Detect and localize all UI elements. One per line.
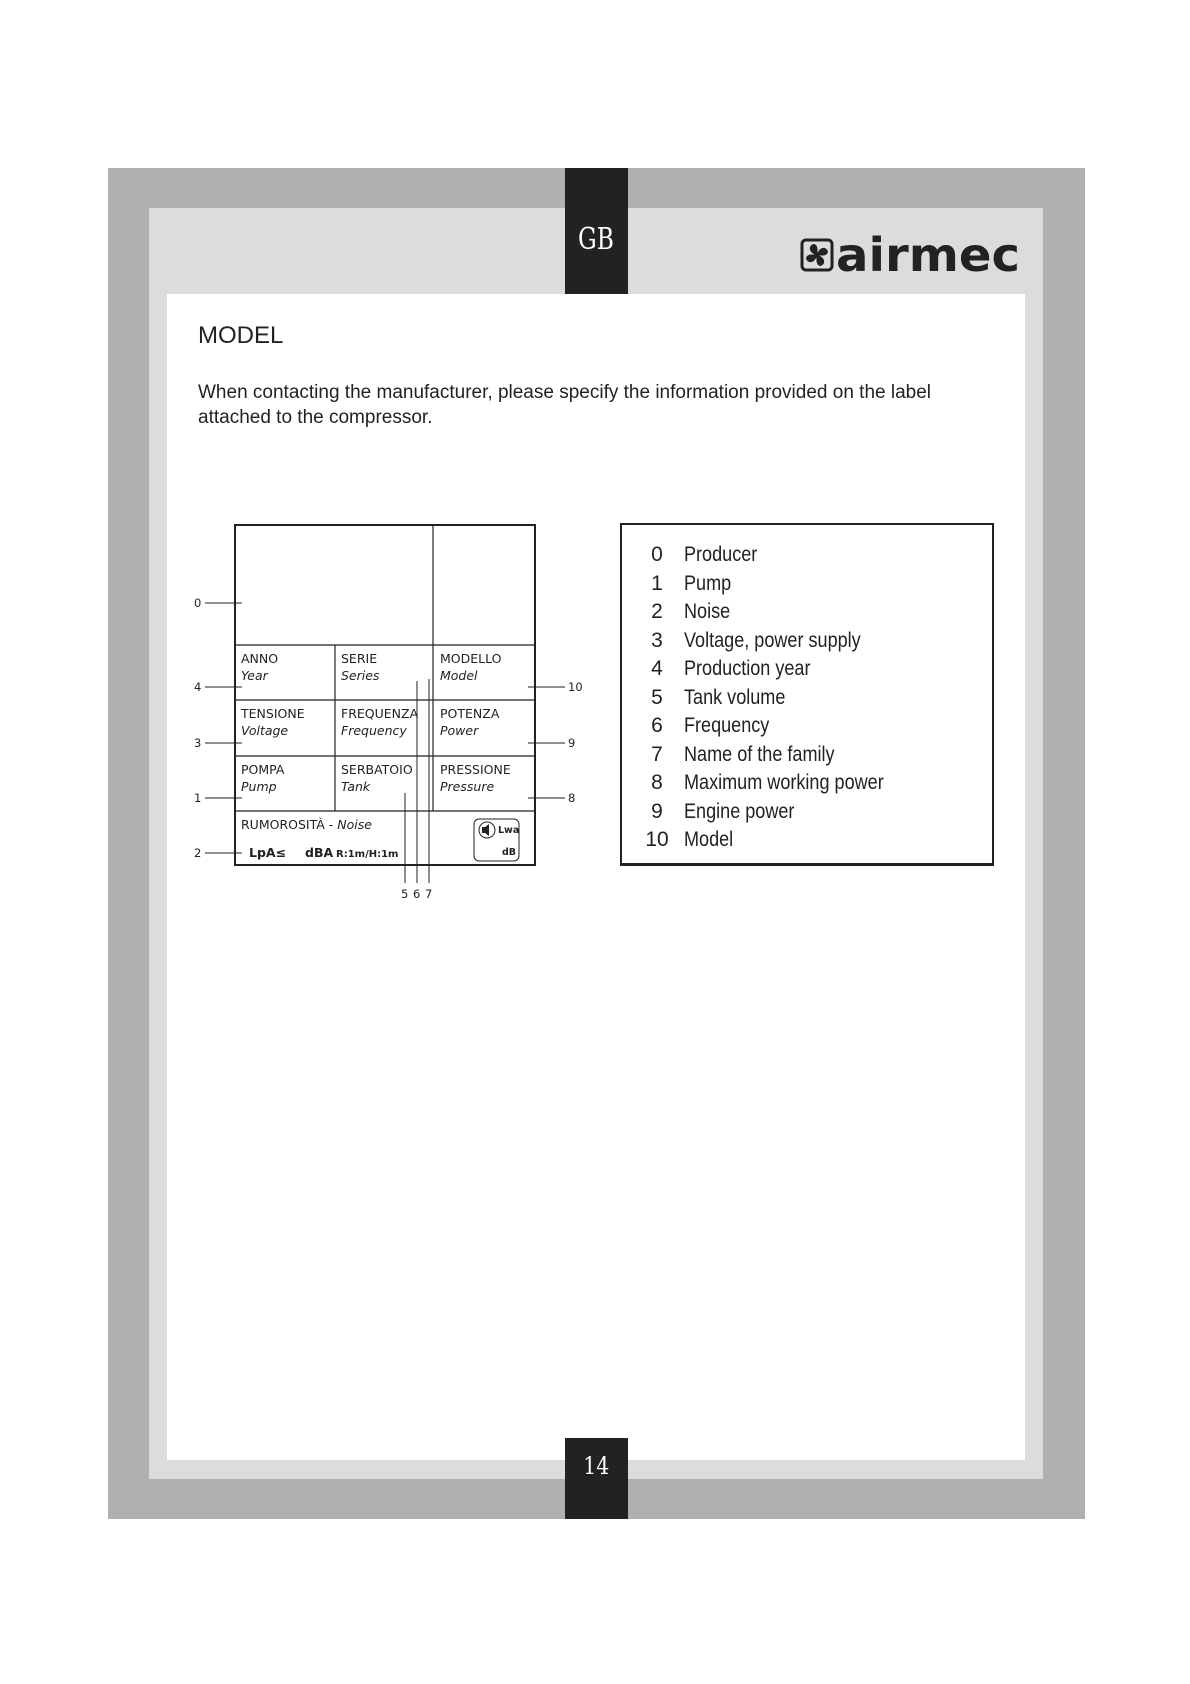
legend-label: Voltage, power supply [684, 628, 861, 652]
legend-label: Pump [684, 571, 732, 595]
noise-heading [241, 817, 372, 832]
callout-0: 0 [194, 596, 202, 610]
legend-item [638, 627, 992, 656]
legend-num: 3 [651, 628, 663, 652]
legend-num: 7 [651, 742, 663, 766]
lpa-label: LpA≤ [249, 845, 287, 860]
cell-voltage-en: Voltage [241, 723, 289, 738]
page-title: MODEL [198, 322, 284, 349]
legend-num: 8 [651, 771, 663, 795]
legend-label: Production year [684, 657, 811, 681]
db-label: dB [502, 847, 517, 858]
cell-power-en: Power [440, 723, 479, 738]
fan-icon [802, 240, 832, 270]
cell-pump-it: POMPA [241, 762, 285, 777]
callout-9: 9 [568, 736, 576, 750]
callout-3: 3 [194, 736, 202, 750]
legend-item [638, 541, 992, 570]
legend-label: Engine power [684, 799, 795, 823]
lwa-label: Lwa [498, 825, 520, 836]
callout-2: 2 [194, 846, 202, 860]
legend-item [638, 741, 992, 770]
cell-frequency-en: Frequency [341, 723, 407, 738]
legend-num: 2 [651, 600, 663, 624]
callout-1: 1 [194, 791, 202, 805]
legend-label: Model [684, 828, 734, 852]
callout-6: 6 [413, 887, 421, 901]
page-number-tab [565, 1438, 628, 1519]
legend-item [638, 798, 992, 827]
cell-pressure-it: PRESSIONE [440, 762, 511, 777]
language-tab [565, 168, 628, 294]
callout-10: 10 [568, 680, 583, 694]
legend-item [638, 655, 992, 684]
cell-model-it: MODELLO [440, 651, 502, 666]
legend-num: 5 [651, 685, 663, 709]
cell-pump-en: Pump [241, 779, 277, 794]
cell-voltage-it: TENSIONE [241, 706, 305, 721]
cell-year-en: Year [241, 668, 268, 683]
distance-label: R:1m/H:1m [336, 849, 399, 860]
noise-it: RUMOROSITÀ - [241, 817, 338, 832]
cell-tank-it: SERBATOIO [341, 762, 413, 777]
legend-label: Name of the family [684, 742, 835, 766]
legend-item [638, 684, 992, 713]
legend-label: Producer [684, 543, 758, 567]
logo-wordmark: airmec [836, 228, 1020, 275]
airmec-logo [800, 223, 1022, 275]
callout-5: 5 [401, 887, 409, 901]
cell-pressure-en: Pressure [440, 779, 495, 794]
legend-num: 10 [645, 828, 669, 852]
legend-box [620, 523, 994, 866]
dba-label: dBA [305, 845, 334, 860]
label-border [235, 525, 535, 865]
legend-num: 0 [651, 543, 663, 567]
language-label: GB [578, 222, 615, 257]
legend-label: Frequency [684, 714, 770, 738]
page-number: 14 [583, 1452, 610, 1480]
cell-series-en: Series [341, 668, 380, 683]
noise-en: Noise [337, 817, 372, 832]
cell-series-it: SERIE [341, 651, 378, 666]
callout-4: 4 [194, 680, 202, 694]
legend-label: Noise [684, 600, 731, 624]
speaker-icon [479, 822, 495, 838]
legend-label: Tank volume [684, 685, 786, 709]
cell-frequency-it: FREQUENZA [341, 706, 419, 721]
callout-8: 8 [568, 791, 576, 805]
legend-num: 9 [651, 799, 663, 823]
legend-label: Maximum working power [684, 771, 884, 795]
cell-year-it: ANNO [241, 651, 279, 666]
legend-num: 6 [651, 714, 663, 738]
legend-item [638, 570, 992, 599]
legend-item [638, 598, 992, 627]
legend-item [638, 769, 992, 798]
legend-item [638, 712, 992, 741]
legend-item [638, 826, 992, 855]
callout-7: 7 [425, 887, 433, 901]
cell-power-it: POTENZA [440, 706, 500, 721]
cell-tank-en: Tank [341, 779, 371, 794]
legend-num: 4 [651, 657, 663, 681]
cell-model-en: Model [440, 668, 478, 683]
legend-num: 1 [651, 571, 663, 595]
intro-paragraph: When contacting the manufacturer, please specify the information provided on the label attached to the compressor. [198, 382, 931, 428]
label-diagram [190, 515, 590, 905]
